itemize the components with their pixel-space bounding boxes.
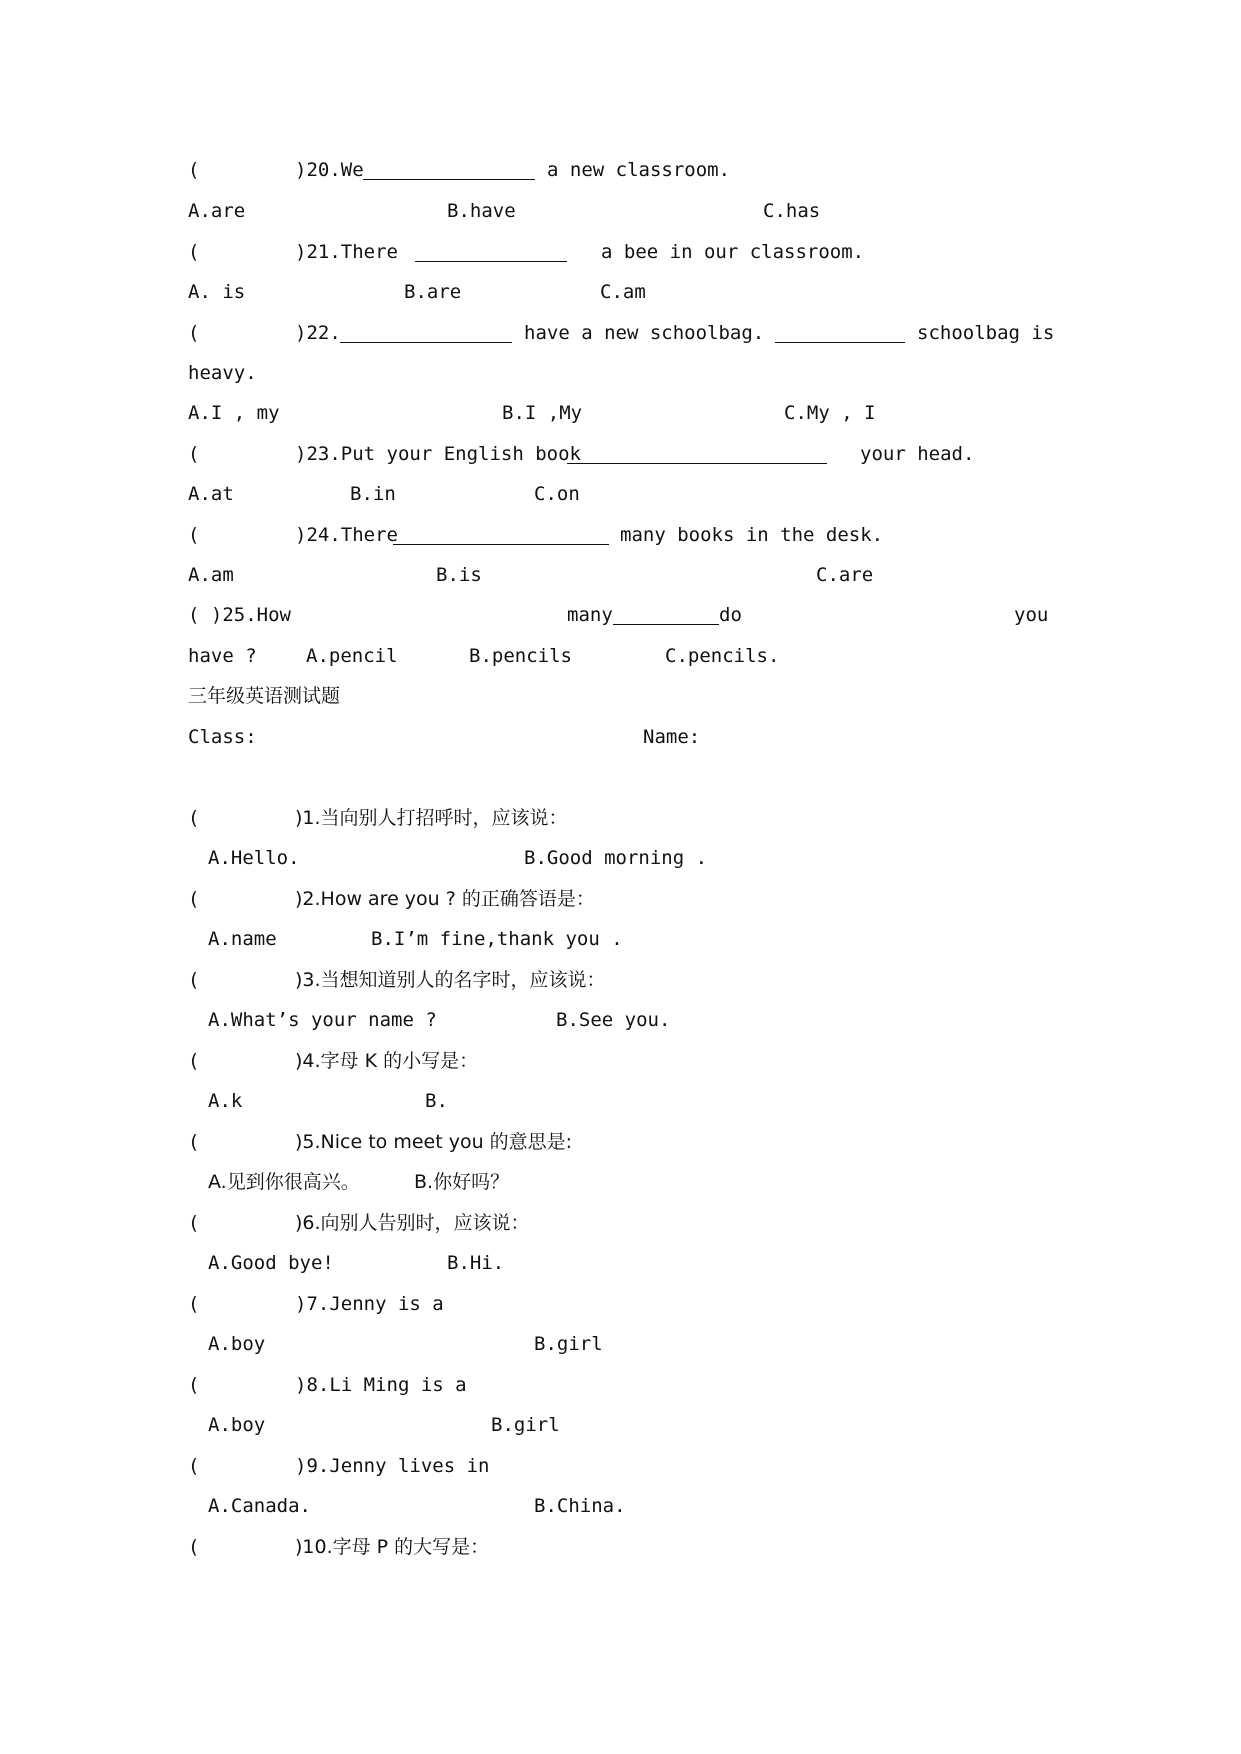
answer-blank: [613, 624, 719, 625]
option-c: C.are: [816, 564, 874, 586]
answer-paren: (: [188, 1131, 200, 1153]
option-a: A.k: [208, 1090, 243, 1112]
option-a: A.What’s your name ?: [208, 1009, 437, 1031]
option-b: B.in: [350, 483, 396, 505]
test-question-9: [0, 1446, 1241, 1486]
question-stem: )4.字母 K 的小写是：: [295, 1050, 479, 1072]
question-21-options: [0, 272, 1241, 312]
option-a: A.boy: [208, 1414, 266, 1436]
question-23-options: [0, 474, 1241, 514]
option-a: A.Canada.: [208, 1495, 311, 1517]
question-word: many: [567, 604, 613, 626]
answer-paren: (: [188, 1455, 200, 1477]
question-tail: a bee in our classroom.: [601, 241, 865, 263]
option-a: A.I , my: [188, 402, 280, 424]
answer-paren: (: [188, 241, 200, 263]
test-question-1: [0, 798, 1241, 838]
test-title: 三年级英语测试题: [188, 685, 341, 707]
question-24-options: [0, 555, 1241, 595]
test-title-line: [0, 676, 1241, 716]
option-b: B.Hi.: [447, 1252, 505, 1274]
option-b: B.Good morning .: [524, 847, 708, 869]
test-question-4: [0, 1041, 1241, 1081]
question-25-continued: [0, 636, 1241, 676]
answer-paren: (: [188, 1212, 200, 1234]
question-continuation: have ?: [188, 645, 257, 667]
option-b: B.is: [436, 564, 482, 586]
answer-paren: (: [188, 969, 200, 991]
answer-blank: [363, 179, 535, 180]
question-tail: a new classroom.: [547, 159, 731, 181]
question-tail: many books in the desk.: [620, 524, 884, 546]
question-22-continued: [0, 353, 1241, 393]
question-stem: )7.Jenny is a: [295, 1293, 444, 1315]
question-20: [0, 150, 1241, 190]
option-b: B.: [425, 1090, 448, 1112]
test-question-5-options: [0, 1162, 1241, 1202]
question-20-options: [0, 191, 1241, 231]
answer-blank: [415, 261, 567, 262]
test-question-9-options: [0, 1486, 1241, 1526]
option-c: C.pencils.: [665, 645, 780, 667]
question-24: [0, 515, 1241, 555]
answer-blank: [775, 342, 905, 343]
question-stem: )1.当向别人打招呼时，应该说：: [295, 807, 568, 829]
question-mid: have a new schoolbag.: [524, 322, 765, 344]
option-b: B.pencils: [469, 645, 572, 667]
question-word: you: [1014, 604, 1049, 626]
answer-paren: (: [188, 524, 200, 546]
test-question-8-options: [0, 1405, 1241, 1445]
question-stem: )21.There: [295, 241, 398, 263]
option-c: C.on: [534, 483, 580, 505]
test-question-3: [0, 960, 1241, 1000]
option-a: A. is: [188, 281, 246, 303]
class-name-line: [0, 717, 1241, 757]
question-stem: ( )25.How: [188, 604, 291, 626]
question-stem: )22.: [295, 322, 341, 344]
question-stem: )3.当想知道别人的名字时，应该说：: [295, 969, 606, 991]
question-stem: )9.Jenny lives in: [295, 1455, 490, 1477]
option-b: B.I ,My: [502, 402, 583, 424]
question-25: [0, 595, 1241, 635]
question-22-options: [0, 393, 1241, 433]
question-continuation: heavy.: [188, 362, 257, 384]
option-b: B.你好吗？: [414, 1171, 510, 1193]
question-stem: )8.Li Ming is a: [295, 1374, 467, 1396]
test-question-7: [0, 1284, 1241, 1324]
test-question-5: [0, 1122, 1241, 1162]
option-a: A.Hello.: [208, 847, 300, 869]
question-stem: )2.How are you ? 的正确答语是：: [295, 888, 595, 910]
option-b: B.girl: [534, 1333, 603, 1355]
test-question-6: [0, 1203, 1241, 1243]
question-stem: )20.We: [295, 159, 364, 181]
option-b: B.China.: [534, 1495, 626, 1517]
test-question-7-options: [0, 1324, 1241, 1364]
question-21: [0, 232, 1241, 272]
option-a: A.am: [188, 564, 234, 586]
option-b: B.See you.: [556, 1009, 671, 1031]
test-question-10: [0, 1527, 1241, 1567]
answer-paren: (: [188, 443, 200, 465]
answer-paren: (: [188, 888, 200, 910]
question-tail: your head.: [860, 443, 975, 465]
option-a: A.at: [188, 483, 234, 505]
option-a: A.name: [208, 928, 277, 950]
test-question-6-options: [0, 1243, 1241, 1283]
answer-paren: (: [188, 1536, 200, 1558]
question-stem: )5.Nice to meet you 的意思是:: [295, 1131, 573, 1153]
class-label: Class:: [188, 726, 257, 748]
question-stem: )10.字母 P 的大写是：: [295, 1536, 490, 1558]
option-b: B.have: [447, 200, 516, 222]
name-label: Name:: [643, 726, 701, 748]
question-stem: )23.Put your English book: [295, 443, 581, 465]
answer-blank: [393, 544, 609, 545]
test-question-1-options: [0, 838, 1241, 878]
answer-paren: (: [188, 159, 200, 181]
question-tail: schoolbag is: [917, 322, 1055, 344]
option-a: A.见到你很高兴。: [208, 1171, 360, 1193]
answer-paren: (: [188, 807, 200, 829]
option-c: C.My , I: [784, 402, 876, 424]
option-a: A.pencil: [306, 645, 398, 667]
answer-blank: [340, 342, 512, 343]
question-stem: )6.向别人告别时，应该说：: [295, 1212, 530, 1234]
answer-paren: (: [188, 1050, 200, 1072]
question-word: do: [719, 604, 742, 626]
question-stem: )24.There: [295, 524, 398, 546]
answer-paren: (: [188, 322, 200, 344]
option-a: A.boy: [208, 1333, 266, 1355]
answer-blank: [567, 463, 827, 464]
option-b: B.girl: [491, 1414, 560, 1436]
test-question-8: [0, 1365, 1241, 1405]
option-c: C.has: [763, 200, 821, 222]
answer-paren: (: [188, 1374, 200, 1396]
option-b: B.I’m fine,thank you .: [371, 928, 623, 950]
test-question-3-options: [0, 1000, 1241, 1040]
test-question-2-options: [0, 919, 1241, 959]
answer-paren: (: [188, 1293, 200, 1315]
option-b: B.are: [404, 281, 462, 303]
test-question-2: [0, 879, 1241, 919]
option-a: A.Good bye!: [208, 1252, 334, 1274]
option-a: A.are: [188, 200, 246, 222]
option-c: C.am: [600, 281, 646, 303]
test-question-4-options: [0, 1081, 1241, 1121]
question-22: [0, 313, 1241, 353]
question-23: [0, 434, 1241, 474]
